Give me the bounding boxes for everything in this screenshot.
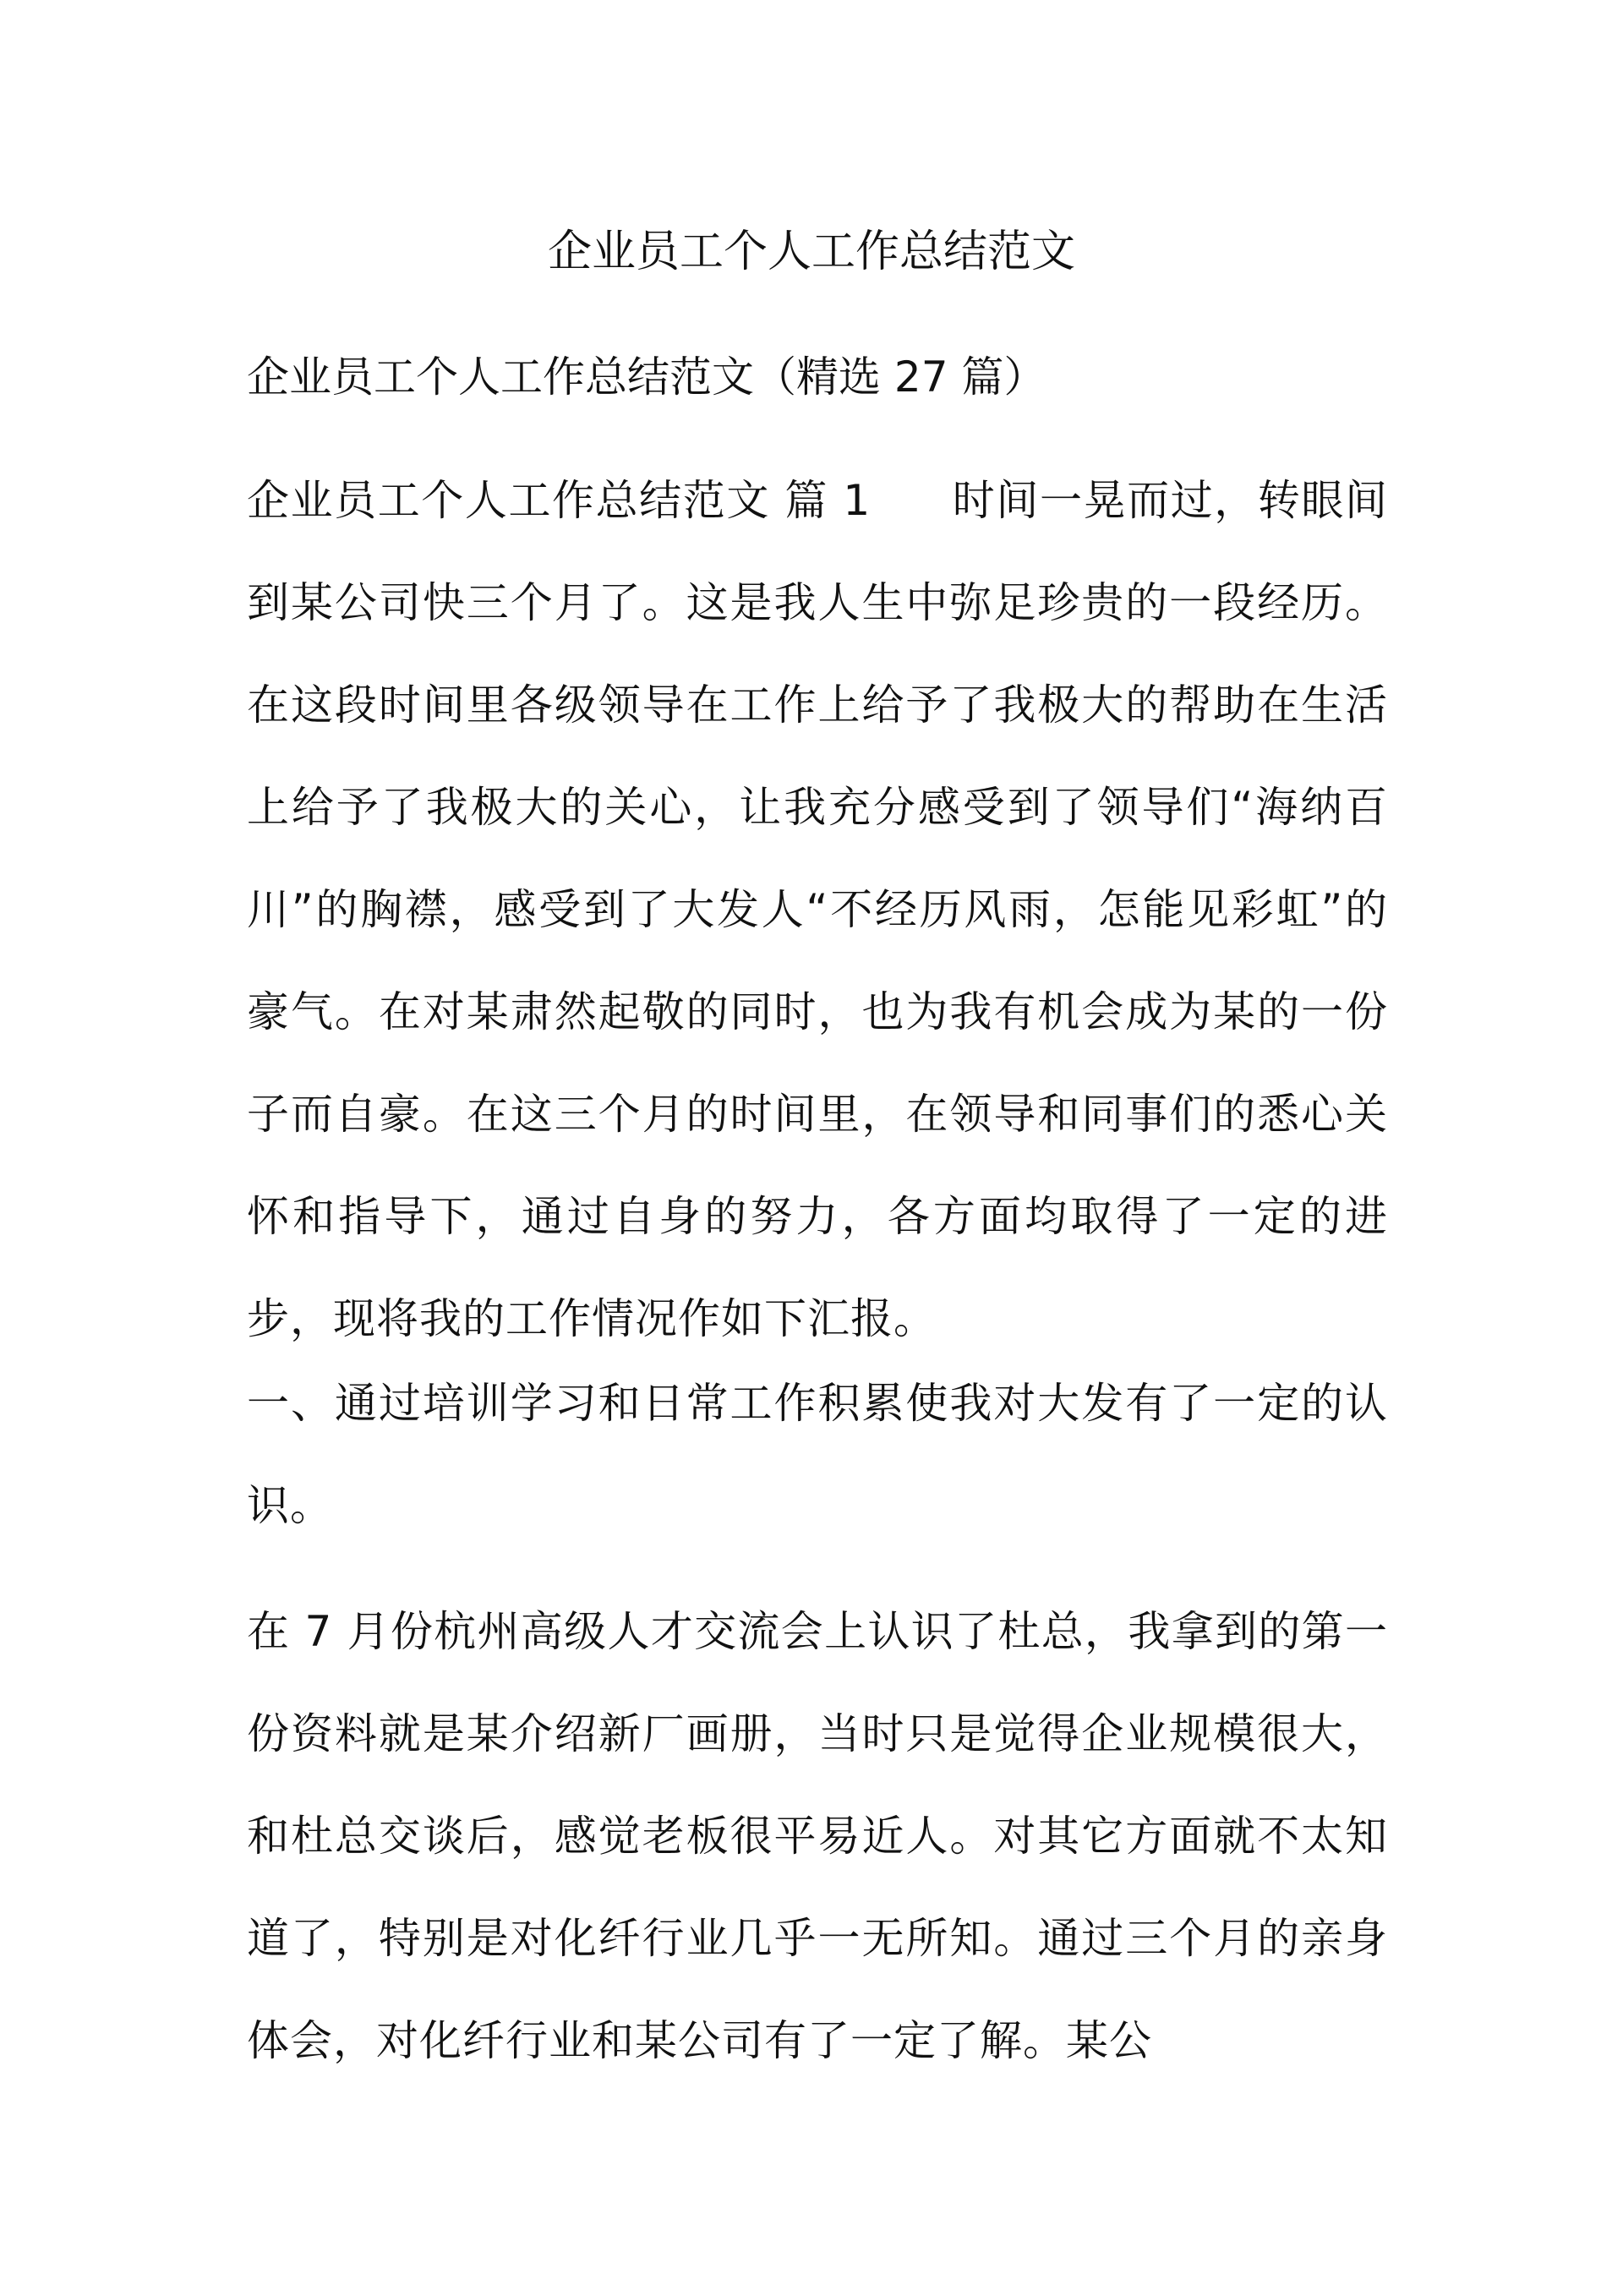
document-title: 企业员工个人工作总结范文	[547, 227, 1075, 277]
document-subtitle: 企业员工个人工作总结范文（精选 27 篇）	[247, 353, 1046, 402]
paragraph-2: 在 7 月份杭州高级人才交流会上认识了杜总，我拿到的第一份资料就是某介绍新厂画册，当时只是觉得企业规模很大，和杜总交谈后，感觉老板很平易近人。对其它方面就不太知道了，特别是对化纤行业几乎一无所知。通过三个月的亲身体会，对化纤行业和某公司有了一定了解。某公	[247, 1607, 1388, 2065]
section-1-heading: 一、通过培训学习和日常工作积累使我对大发有了一定的认识。	[247, 1379, 1388, 1530]
article-heading: 企业员工个人工作总结范文 篇 1	[247, 476, 872, 525]
paragraph-1-text: 时间一晃而过，转眼间到某公司快三个月了。这是我人生中弥足珍贵的一段经历。在这段时间里各级领导在工作上给予了我极大的帮助在生活上给予了我极大的关心，让我充分感受到了领导们“海纳百川”的胸襟，感受到了大发人“不经历风雨，怎能见彩虹”的豪气。在对某肃然起敬的同时，也为我有机会成为某的一份子而自豪。在这三个月的时间里，在领导和同事们的悉心关怀和指导下，通过自身的努力，各方面均取得了一定的进步，现将我的工作情况作如下汇报。	[247, 476, 1388, 1343]
article-1-paragraph	[247, 450, 1388, 1370]
